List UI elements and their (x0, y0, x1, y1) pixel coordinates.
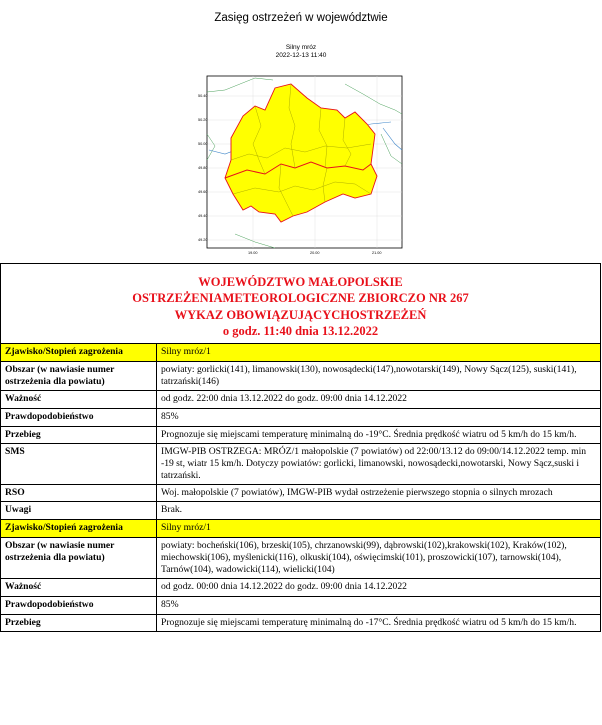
area-label: Obszar (w nawiasie numer ostrzeżenia dla powiatu) (1, 362, 157, 391)
page-title: Zasięg ostrzeżeń w województwie (214, 12, 388, 24)
sms-value: IMGW-PIB OSTRZEGA: MRÓZ/1 małopolskie (7 powiatów) od 22:00/13.12 do 09:00/14.12.2022 temp. min -19 st, wiatr 15 km/h. Dotyczy powiatów: gorlicki, limanowski, nowosądecki,nowotarski, Nowy Sącz,suski i tatrzański. (157, 443, 601, 484)
course-label: Przebieg (1, 426, 157, 443)
report-voivodeship: WOJEWÓDZTWO MAŁOPOLSKIE (198, 275, 403, 289)
warning-2-probability-row (1, 596, 601, 614)
lon-tick-label: 19.00 (248, 251, 258, 255)
warning-1-rso-row (1, 484, 601, 501)
warning-1-sms-row (1, 443, 601, 484)
course-value: Prognozuje się miejscami temperaturę minimalną do -17°C. Średnia prędkość wiatru od 5 km/h do 15 km/h. (157, 614, 601, 631)
report-list-title: WYKAZ OBOWIĄZUJĄCYCHOSTRZEŻEŃ (174, 307, 427, 322)
report-time: o godz. 11:40 dnia 13.12.2022 (222, 323, 379, 338)
phenomenon-value: Silny mróz/1 (157, 344, 601, 362)
warning-2-course-row (1, 614, 601, 631)
probability-value: 85% (157, 596, 601, 614)
rso-label: RSO (1, 484, 157, 501)
lon-tick-labels (248, 251, 382, 255)
map-event-label: Silny mróz (285, 44, 317, 51)
probability-value: 85% (157, 408, 601, 426)
probability-label: Prawdopodobieństwo (1, 596, 157, 614)
validity-label: Ważność (1, 578, 157, 596)
warning-1-probability-row (1, 408, 601, 426)
warnings-table (0, 263, 601, 632)
warning-1-phenomenon-row (1, 344, 601, 362)
notes-value: Brak. (157, 501, 601, 519)
course-value: Prognozuje się miejscami temperaturę minimalną do -19°C. Średnia prędkość wiatru od 5 km/h do 15 km/h. (157, 426, 601, 443)
validity-value: od godz. 22:00 dnia 13.12.2022 do godz. 09:00 dnia 14.12.2022 (157, 390, 601, 408)
phenomenon-label: Zjawisko/Stopień zagrożenia (1, 344, 157, 362)
warning-2-phenomenon-row (1, 519, 601, 537)
map-datetime-label: 2022-12-13 11:40 (275, 52, 327, 59)
lat-tick-label: 50.20 (198, 118, 208, 122)
warning-1-validity-row (1, 390, 601, 408)
notes-label: Uwagi (1, 501, 157, 519)
warning-1-course-row (1, 426, 601, 443)
report-number: OSTRZEŻENIAMETEOROLOGICZNE ZBIORCZO NR 267 (132, 291, 469, 306)
course-label: Przebieg (1, 614, 157, 631)
rso-value: Woj. małopolskie (7 powiatów), IMGW-PIB wydał ostrzeżenie pierwszego stopnia o silnych mrozach (157, 484, 601, 501)
lat-tick-label: 49.60 (198, 190, 208, 194)
lon-tick-label: 20.00 (310, 251, 320, 255)
report-header (1, 264, 601, 344)
lat-tick-labels (198, 94, 208, 242)
warning-2-area-row (1, 537, 601, 578)
probability-label: Prawdopodobieństwo (1, 408, 157, 426)
report-header-row (1, 264, 601, 344)
lon-tick-label: 21.00 (372, 251, 382, 255)
sms-label: SMS (1, 443, 157, 484)
validity-label: Ważność (1, 390, 157, 408)
lat-tick-label: 49.20 (198, 238, 208, 242)
phenomenon-label: Zjawisko/Stopień zagrożenia (1, 519, 157, 537)
area-value: powiaty: gorlicki(141), limanowski(130), nowosądecki(147),nowotarski(149), Nowy Sącz(125), suski(141), tatrzański(146) (157, 362, 601, 391)
warning-2-validity-row (1, 578, 601, 596)
area-value: powiaty: bocheński(106), brzeski(105), chrzanowski(99), dąbrowski(102),krakowski(102), Kraków(102), miechowski(106), myślenicki(116), olkuski(104), oświęcimski(101), proszowicki(107), tarnowski(104), Tarnów(104), wadowicki(114), wielicki(104) (157, 537, 601, 578)
warning-1-area-row (1, 362, 601, 391)
area-label: Obszar (w nawiasie numer ostrzeżenia dla powiatu) (1, 537, 157, 578)
lat-tick-label: 49.40 (198, 214, 208, 218)
warning-map (195, 64, 406, 259)
phenomenon-value: Silny mróz/1 (157, 519, 601, 537)
lat-tick-label: 50.40 (198, 94, 208, 98)
lat-tick-label: 50.00 (198, 142, 208, 146)
validity-value: od godz. 00:00 dnia 14.12.2022 do godz. 09:00 dnia 14.12.2022 (157, 578, 601, 596)
lat-tick-label: 49.80 (198, 166, 208, 170)
warning-1-notes-row (1, 501, 601, 519)
